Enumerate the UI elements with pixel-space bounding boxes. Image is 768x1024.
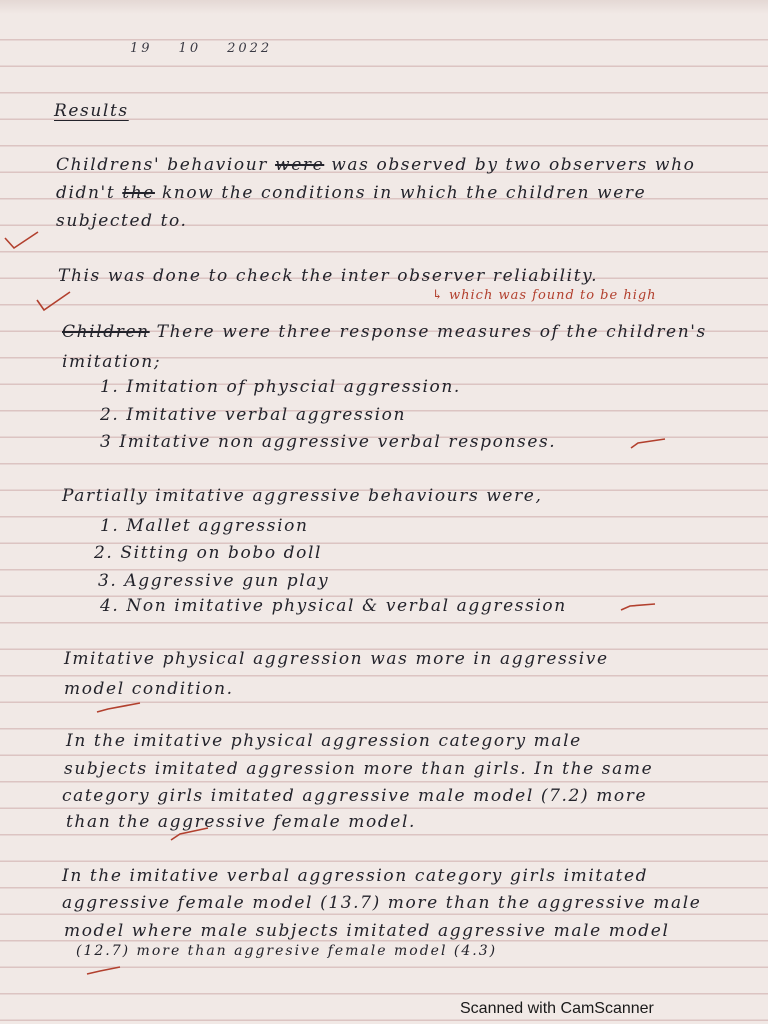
check-mark-icon: [94, 700, 144, 718]
p5-line1: Imitative physical aggression was more in aggressive: [64, 649, 609, 669]
p4-item-4: 4. Non imitative physical & verbal aggression: [100, 596, 567, 616]
p5-line2: model condition.: [64, 679, 234, 699]
p7-line4: (12.7) more than aggresive female model (4.3): [76, 943, 498, 959]
check-mark-icon: [618, 598, 658, 616]
date: [130, 41, 298, 56]
p7-line1: In the imitative verbal aggression category girls imitated: [62, 866, 649, 886]
date-year: 2022: [227, 41, 273, 56]
p3-item-3: 3 Imitative non aggressive verbal responses.: [100, 432, 557, 452]
p6-line2: subjects imitated aggression more than girls. In the same: [64, 759, 654, 779]
page-title: Results: [54, 101, 129, 121]
p6-line4: than the aggressive female model.: [66, 812, 417, 832]
p4-item-1: 1. Mallet aggression: [100, 516, 309, 536]
p4-heading: Partially imitative aggressive behaviours were,: [62, 486, 543, 506]
p3-item-1: 1. Imitation of physcial aggression.: [100, 377, 461, 397]
p3-line2: imitation;: [62, 352, 162, 372]
p1-line2-end: know the conditions in which the children were: [161, 183, 647, 203]
p3-line1-text: There were three response measures of the children's: [156, 322, 707, 342]
p7-line2: aggressive female model (13.7) more than the aggressive male: [62, 893, 702, 913]
p1-line1-start: Childrens' behaviour: [56, 155, 269, 175]
check-mark-icon: [628, 434, 668, 454]
check-mark-icon: [168, 824, 212, 846]
p3-crossed-word: Children: [62, 322, 150, 342]
check-mark-icon: [84, 962, 124, 978]
check-mark-icon: [2, 228, 42, 252]
p1-line2: [56, 183, 646, 203]
scanner-watermark: Scanned with CamScanner: [460, 1000, 654, 1017]
p3-item-2: 2. Imitative verbal aggression: [100, 405, 407, 425]
date-day: 19: [130, 41, 153, 56]
p6-line1: In the imitative physical aggression category male: [66, 731, 582, 751]
p3-line1: [62, 322, 707, 342]
p1-line2-start: didn't: [56, 183, 116, 203]
date-month: 10: [178, 41, 202, 56]
p1-line1-end: was observed by two observers who: [331, 155, 696, 175]
p2-line1: This was done to check the inter observer reliability.: [58, 266, 599, 286]
p1-crossed-word: were: [275, 155, 325, 175]
p1-crossed-word-2: the: [122, 183, 155, 203]
p1-line1: [56, 155, 695, 175]
p7-line3: model where male subjects imitated aggressive male model: [64, 921, 670, 941]
p2-red-note: ↳ which was found to be high: [432, 288, 657, 303]
page-top-edge: [0, 0, 768, 14]
check-mark-icon: [34, 288, 74, 314]
p4-item-3: 3. Aggressive gun play: [98, 571, 330, 591]
p1-line3: subjected to.: [56, 211, 188, 231]
p4-item-2: 2. Sitting on bobo doll: [94, 543, 323, 563]
p6-line3: category girls imitated aggressive male model (7.2) more: [62, 786, 648, 806]
